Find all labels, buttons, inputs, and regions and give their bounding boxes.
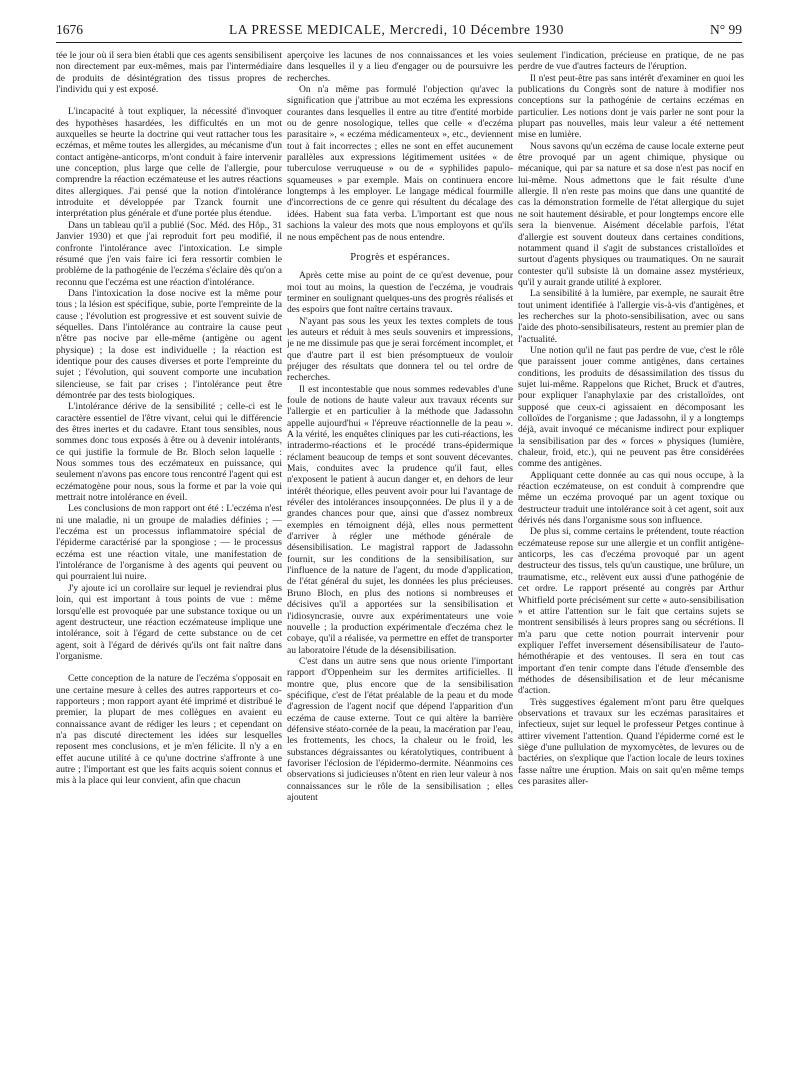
paragraph: Cette conception de la nature de l'eczéma s'opposait en une certaine mesure à celles des autres rapporteurs et co-rapporteurs ; mon rapport ayant été imprimé et distribué le premier, la plupart de mes collègues en avaient eu connaissance avant de rédiger les leurs ; et cependant on n'a pas discuté directement les idées sur lesquelles reposent mes conclusions, et je m'en félicite. Il n'y a en effet aucune utilité à ce qu'une doctrine s'affronte à une autre ; l'important est que les faits acquis soient connus et mis à la place qui leur convient, afin que chacun <box>56 673 282 787</box>
paragraph: aperçoive les lacunes de nos connaissances et les voies dans lesquelles il y a lieu d'engager ou de poursuivre les recherches. <box>287 50 513 84</box>
paragraph: J'y ajoute ici un corollaire sur lequel je reviendrai plus loin, qui est important à tous points de vue : même lorsqu'elle est provoquée par une substance toxique ou un agent destructeur, une réaction eczémateuse implique une intolérance, soit à l'égard de cette substance ou de cet agent, soit à l'égard de dérivés qu'ils ont fait naître dans l'organisme. <box>56 582 282 662</box>
column-2 <box>287 50 513 1070</box>
journal-line: LA PRESSE MEDICALE, Mercredi, 10 Décembre 1930 <box>228 22 565 37</box>
paragraph: Nous savons qu'un eczéma de cause locale externe peut être provoqué par un agent chimique, physique ou mécanique, qui par sa nature et sa dose n'est pas nocif en lui-même. Nous admettons que le fait résulte d'une allergie. Il n'en reste pas moins que dans une quantité de cas la démonstration formelle de l'état allergique du sujet ne soit hautement désirable, et pour longtemps encore elle sera la bienvenue. Aisément décelable parfois, l'état d'allergie est souvent douteux dans certaines conditions, notamment quand il s'agit de substances cristalloïdes et surtout d'agents physiques ou traumatiques. On ne saurait contester qu'il subsiste là un domaine assez mystérieux, qu'il y aurait grande utilité à explorer. <box>518 140 744 288</box>
paragraph: L'intolérance dérive de la sensibilité ; celle-ci est le caractère essentiel de l'être vivant, celui qui le différencie des êtres inertes et du cadavre. Etant tous sensibles, nous sommes donc tous exposés à être ou à devenir intolérants, ce qui justifie la formule de Br. Bloch selon laquelle : Nous sommes tous des eczémateux en puissance, qui seulement n'avons pas encore tous rencontré l'agent qui est eczématogène pour nous, sous la forme et par la voie qui mettrait notre intolérance en éveil. <box>56 401 282 504</box>
paragraph: Appliquant cette donnée au cas qui nous occupe, à la réaction eczémateuse, on est conduit à comprendre que même un eczéma provoqué par un agent toxique ou destructeur traduit une intolérance soit à cet agent, soit aux dérivés nés dans l'organisme sous son influence. <box>518 469 744 527</box>
paragraph: Il est incontestable que nous sommes redevables d'une foule de notions de haute valeur aux travaux récents sur l'allergie et en particulier à la méthode que Jadassohn appelle aujourd'hui « l'épreuve réactionnelle de la peau ». A la vérité, les enquêtes cliniques par les cuti-réactions, les intradermo-réactions et le procédé trans-épidermique réclament beaucoup de temps et sont souvent décevantes. Mais, conduites avec la prudence qu'il faut, elles n'exposent le patient à aucun danger et, en dehors de leur intérêt théorique, elles peuvent avoir pour lui l'avantage de révéler des intolérances insoupçonnées. De plus il y a de grandes chances pour que, ainsi que d'assez nombreux exemples en témoignent déjà, elles nous permettent d'arriver à régler une méthode générale de désensibilisation. Le magistral rapport de Jadassohn fournit, sur les conditions de la sensibilisation, sur l'influence de la nature de l'agent, du mode d'application, de l'état général du sujet, les données les plus précieuses. Bruno Bloch, en plus des notions si nombreuses et décisives qu'il a apportées sur la sensibilisation et l'idiosyncrasie, ouvre aux expérimentateurs une voie nouvelle ; la production expérimentale d'eczéma chez le cobaye, qu'il a réalisée, va permettre en effet de transporter au laboratoire l'étude de la désensibilisation. <box>287 383 513 656</box>
paragraph: Dans l'intoxication la dose nocive est la même pour tous ; la lésion est spécifique, subie, porte l'empreinte de la cause ; l'évolution est progressive et est souvent suivie de séquelles. Dans l'intolérance au contraire la cause peut n'être pas nocive par elle-même (antigène ou agent physique) ; la dose est individuelle ; la réaction est identique pour des causes diverses et porte l'empreinte du sujet ; l'évolution, qui souvent comporte une incubation silencieuse, se fait par crises ; l'intolérance peut être démontrée par des tests biologiques. <box>56 287 282 401</box>
page-number: 1676 <box>56 22 83 37</box>
paragraph: seulement l'indication, précieuse en pratique, de ne pas perdre de vue d'autres facteurs de l'éruption. <box>518 50 744 73</box>
paragraph: Il n'est peut-être pas sans intérêt d'examiner en quoi les publications du Congrès sont de nature à modifier nos conceptions sur la pathogénie de certains eczémas en particulier. Les notions dont je vais parler ne sont pour la plupart pas nouvelles, mais leur valeur a été nettement mise en lumière. <box>518 72 744 141</box>
column-1 <box>56 50 282 1070</box>
paragraph: L'incapacité à tout expliquer, la nécessité d'invoquer des hypothèses hasardées, les difficultés en un mot auxquelles se heurte la doctrine qui veut rattacher tous les eczémas, et même toutes les allergides, au mécanisme d'un contact antigène-anticorps, m'ont conduit à faire intervenir une conception, plus large que celle de l'allergie, pour comprendre la réaction eczémateuse et les autres réactions dites allergiques. J'ai pensé que la notion d'intolérance introduite et développée par Tzanck fournit une interprétation plus générale et d'une portée plus étendue. <box>56 106 282 220</box>
paragraph: On n'a même pas formulé l'objection qu'avec la signification que j'attribue au mot eczéma les expressions courantes dans lesquelles il entre au titre d'entité morbide ou de genre nosologique, telles que celle « d'eczéma parasitaire », « eczéma médicamenteux », etc., deviennent tout à fait incorrectes ; elles ne sont en effet aucunement parallèles aux expressions légitimement usitées « de tuberculose verruqueuse » ou de « syphilides papulo-squameuses » par exemple. Mais on continuera encore longtemps à les employer. Le langage médical fourmille d'incorrections de ce genre qui résultent du décalage des idées. Habent sua fata verba. L'important est que nous sachions la valeur des mots que nous employons et qu'ils ne nous empêchent pas de nous entendre. <box>287 84 513 243</box>
paragraph: La sensibilité à la lumière, par exemple, ne saurait être tout uniment identifiée à l'allergie vis-à-vis d'antigènes, et les recherches sur la photo-sensibilisation, avec ou sans l'aide des photo-sensibilisateurs, restent au premier plan de l'actualité. <box>518 288 744 345</box>
paragraph: tée le jour où il sera bien établi que ces agents sensibilisent non directement par eux-mêmes, mais par l'intermédiaire de produits de désintégration des tissus propres de l'individu qui y est exposé. <box>56 50 282 96</box>
paragraph: Dans un tableau qu'il a publié (Soc. Méd. des Hôp., 31 Janvier 1930) et que j'ai reproduit fort peu modifié, il confronte l'intolérance avec l'intoxication. Le simple résumé que j'en vais faire ici fera ressortir combien le problème de la pathogénie de l'eczéma s'éclaire dès qu'on a reconnu que l'eczéma est une réaction d'intolérance. <box>56 219 282 288</box>
paragraph: Après cette mise au point de ce qu'est devenue, pour moi tout au moins, la question de l'eczéma, je voudrais terminer en soulignant quelques-uns des progrès réalisés et des espoirs que font naître certains travaux. <box>287 270 513 316</box>
issue-number: N° 99 <box>709 22 742 37</box>
paragraph: Les conclusions de mon rapport ont été : L'eczéma n'est ni une maladie, ni un groupe de maladies définies ; — l'eczéma est un processus inflammatoire spécial de l'épiderme caractérisé par la spongiose ; — le processus eczéma est une réaction vitale, une manifestation de l'intolérance de l'organisme à des agents qui peuvent ou qui pourraient lui nuire. <box>56 503 282 583</box>
paragraph: N'ayant pas sous les yeux les textes complets de tous les auteurs et réduit à mes seuls souvenirs et impressions, je ne me dissimule pas que je serai forcément incomplet, et que d'autre part il est bien présomptueux de vouloir préjuger des résultats que donnera tel ou tel ordre de recherches. <box>287 315 513 384</box>
header-rule <box>56 42 742 43</box>
paragraph: C'est dans un autre sens que nous oriente l'important rapport d'Oppenheim sur les dermites artificielles. Il montre que, plus encore que de la sensibilisation spécifique, c'est de l'état préalable de la peau et du mode d'agression de l'agent nocif que dépend l'apparition d'un eczéma de cause externe. Tout ce qui altère la barrière défensive stéato-cornée de la peau, la macération par l'eau, les frottements, les chocs, la chaleur ou le froid, les substances dégraissantes ou kératolytiques, contribuent à favoriser l'éclosion de l'épidermo-dermite. Néanmoins ces observations si judicieuses n'ôtent en rien leur valeur à nos connaissances sur le rôle de la sensibilisation ; elles ajoutent <box>287 655 513 803</box>
paragraph: Très suggestives également m'ont paru être quelques observations et travaux sur les eczémas parasitaires et infectieux, sujet sur lequel le professeur Petges continue à attirer vivement l'attention. Quand l'épiderme corné est le siège d'une pullulation de myxomycètes, de levures ou de bactéries, on s'explique que l'action locale de leurs toxines fasse naître une éruption. Mais on sait qu'en même temps ces parasites aller- <box>518 696 744 787</box>
paragraph: De plus si, comme certains le prétendent, toute réaction eczémateuse repose sur une allergie et un conflit antigène-anticorps, les cas d'eczéma provoqué par un agent destructeur des tissus, tels qu'un caustique, une brûlure, un traumatisme, etc., relèvent eux aussi d'une pathogénie de cet ordre. Le rapport présenté au congrès par Arthur Whitfield porte précisément sur cette « auto-sensibilisation » et attire l'attention sur le fait que certains sujets se montrent sensibilisés à leurs propres sang ou sécrétions. Il m'a paru que cette notion pourrait intervenir pour expliquer l'effet inversement désensibilisateur de l'auto-hémothérapie et des ventouses. Il sera en tout cas important d'en tenir compte dans l'étude d'ensemble des méthodes de désensibilisation et de leur mécanisme d'action. <box>518 526 744 697</box>
paragraph: Une notion qu'il ne faut pas perdre de vue, c'est le rôle que paraissent jouer comme antigènes, dans certaines conditions, les produits de désassimilation des tissus du sujet lui-même. Rappelons que Richet, Bruck et d'autres, pour expliquer l'anaphylaxie par des cristalloïdes, ont supposé que ceux-ci agissaient en décomposant les colloïdes de l'organisme ; que Jadassohn, il y a longtemps déjà, avait invoqué ce mécanisme indirect pour expliquer la sensibilisation par des « forces » physiques (lumière, chaleur, froid, etc.), qui ne peuvent pas être considérées comme des antigènes. <box>518 344 744 470</box>
column-3 <box>518 50 744 1070</box>
section-heading: Progrès et espérances. <box>350 251 450 263</box>
page-header <box>56 22 742 40</box>
